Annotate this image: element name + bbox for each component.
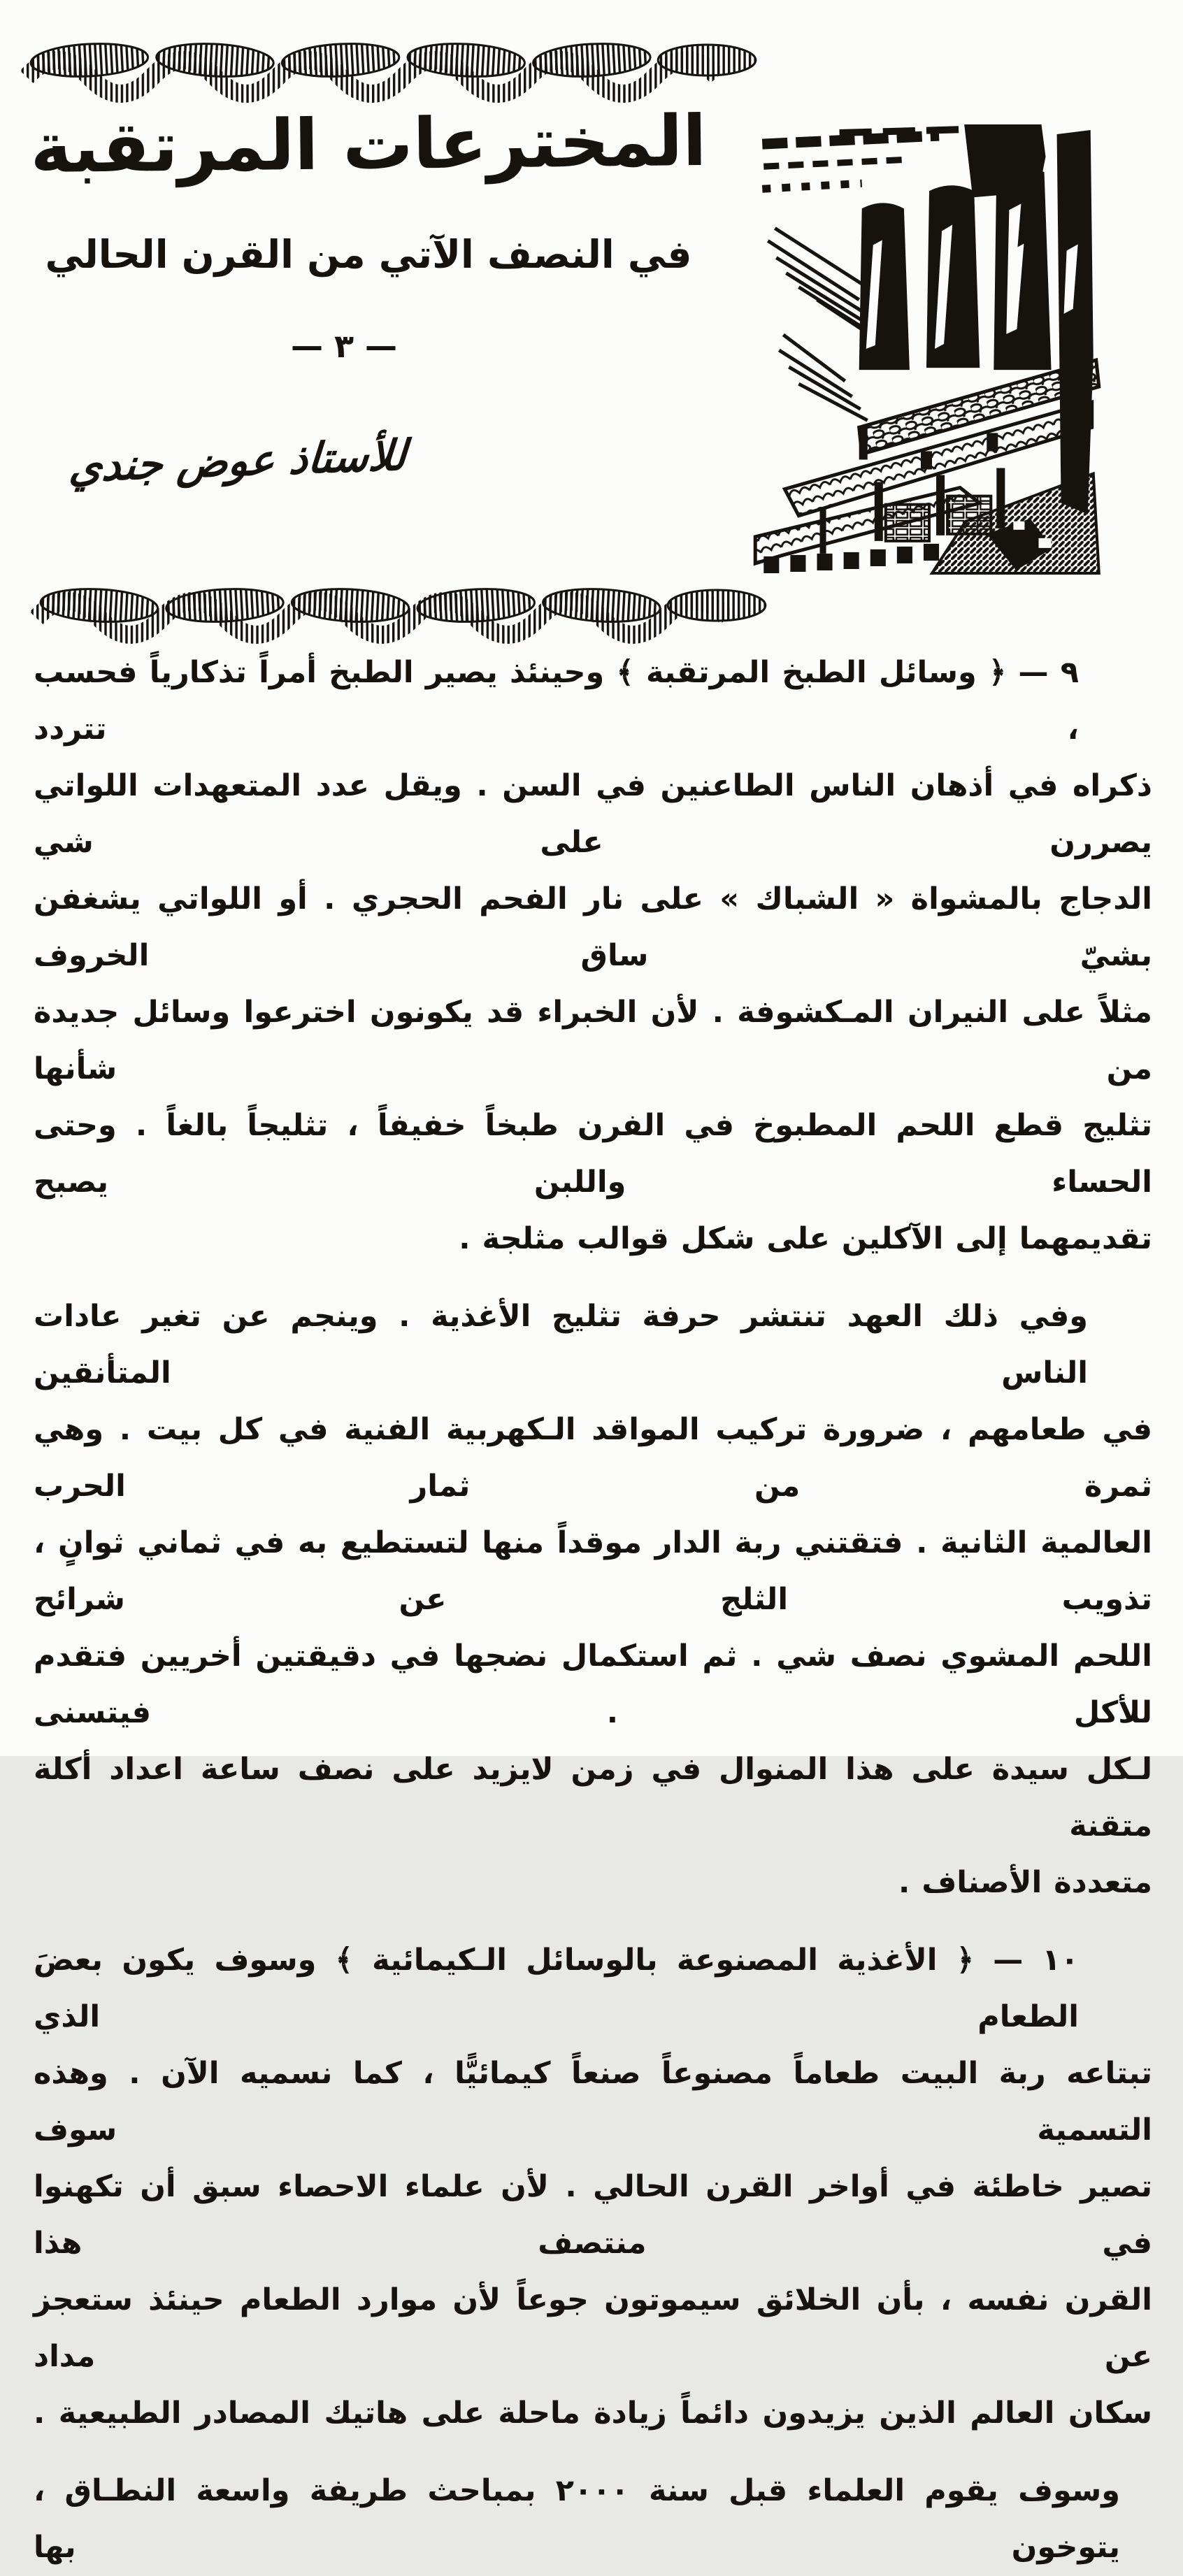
body-line: القرن نفسه ، بأن الخلائق سيموتون جوعاً لأن موارد الطعام حينئذ ستعجز عن مداد (34, 2282, 1152, 2374)
paragraph-section-9 (34, 645, 1152, 1267)
paragraph-section-10 (34, 1932, 1152, 2442)
body-line: ٩ — ﴿ وسائل الطبخ المرتقبة ﴾ وحينئذ يصير الطبخ أمراً تذكارياً فحسب ، تتردد (34, 655, 1079, 747)
body-line: مثلاً على النيران المـكشوفة . لأن الخبراء قد يكونون اخترعوا وسائل جديدة من شأنها (34, 995, 1152, 1086)
body-line: تصير خاطئة في أواخر القرن الحالي . لأن علماء الاحصاء سبق أن تكهنوا في منتصف هذا (34, 2169, 1152, 2261)
article-body (34, 645, 1152, 2576)
body-line: ١٠ — ﴿ الأغذية المصنوعة بالوسائل الـكيمائية ﴾ وسوف يكون بعضَ الطعام الذي (34, 1943, 1079, 2034)
ornamental-chain-divider-top-icon (27, 36, 710, 98)
body-line: سكان العالم الذين يزيدون دائماً زيادة ماحلة على هاتيك المصادر الطبيعية . (34, 2396, 1152, 2431)
paragraph-4 (34, 2463, 1152, 2576)
page-title: المخترعات المرتقبة (29, 99, 708, 189)
body-line: وفي ذلك العهد تنتشر حرفة تثليج الأغذية . وينجم عن تغير عادات الناس المتأنقين (34, 1299, 1088, 1390)
part-number: — ٣ — (290, 327, 398, 365)
factory-illustration (755, 124, 1099, 573)
body-line: في طعامهم ، ضرورة تركيب المواقد الـكهربية الفنية في كل بيت . وهي ثمرة من ثمار الحرب (34, 1412, 1152, 1504)
body-line: اللحم المشوي نصف شي . ثم استكمال نضجها في دقيقتين أخريين فتقدم للأكل . فيتسنى (34, 1639, 1152, 1730)
body-line: تبتاعه ربة البيت طعاماً مصنوعاً صنعاً كيمائيًّا ، كما نسميه الآن . وهذه التسمية سوف (34, 2056, 1152, 2147)
body-line: ذكراه في أذهان الناس الطاعنين في السن . ويقل عدد المتعهدات اللواتي يصررن على شي (34, 768, 1152, 860)
body-line: العالمية الثانية . فتقتني ربة الدار موقداً منها لتستطيع به في ثماني ثوانٍ ، تذويب الثلج عن شرائح (34, 1525, 1152, 1617)
ornamental-chain-divider-bottom-icon (36, 577, 720, 639)
body-line: الدجاج بالمشواة « الشباك » على نار الفحم الحجري . أو اللواتي يشغفن بشيّ ساق الخروف (34, 882, 1152, 973)
body-line: وسوف يقوم العلماء قبل سنة ٢٠٠٠ بمباحث طريفة واسعة النطـاق ، يتوخون بها (34, 2473, 1120, 2565)
body-line: تقديمهما إلى الآكلين على شكل قوالب مثلجة . (459, 1221, 1152, 1256)
body-line: لـكل سيدة على هذا المنوال في زمن لايزيد على نصف ساعة اعداد أكلة متقنة (34, 1752, 1152, 1843)
page-subtitle: في النصف الآتي من القرن الحالي (45, 232, 692, 277)
byline-signature: للأستاذ عوض جندي (67, 431, 408, 492)
body-line: متعددة الأصناف . (898, 1865, 1152, 1900)
body-line: تثليج قطع اللحم المطبوخ في الفرن طبخاً خفيفاً ، تثليجاً بالغاً . وحتى الحساء واللبن يصبح (34, 1108, 1152, 1200)
paragraph-2 (34, 1288, 1152, 1911)
